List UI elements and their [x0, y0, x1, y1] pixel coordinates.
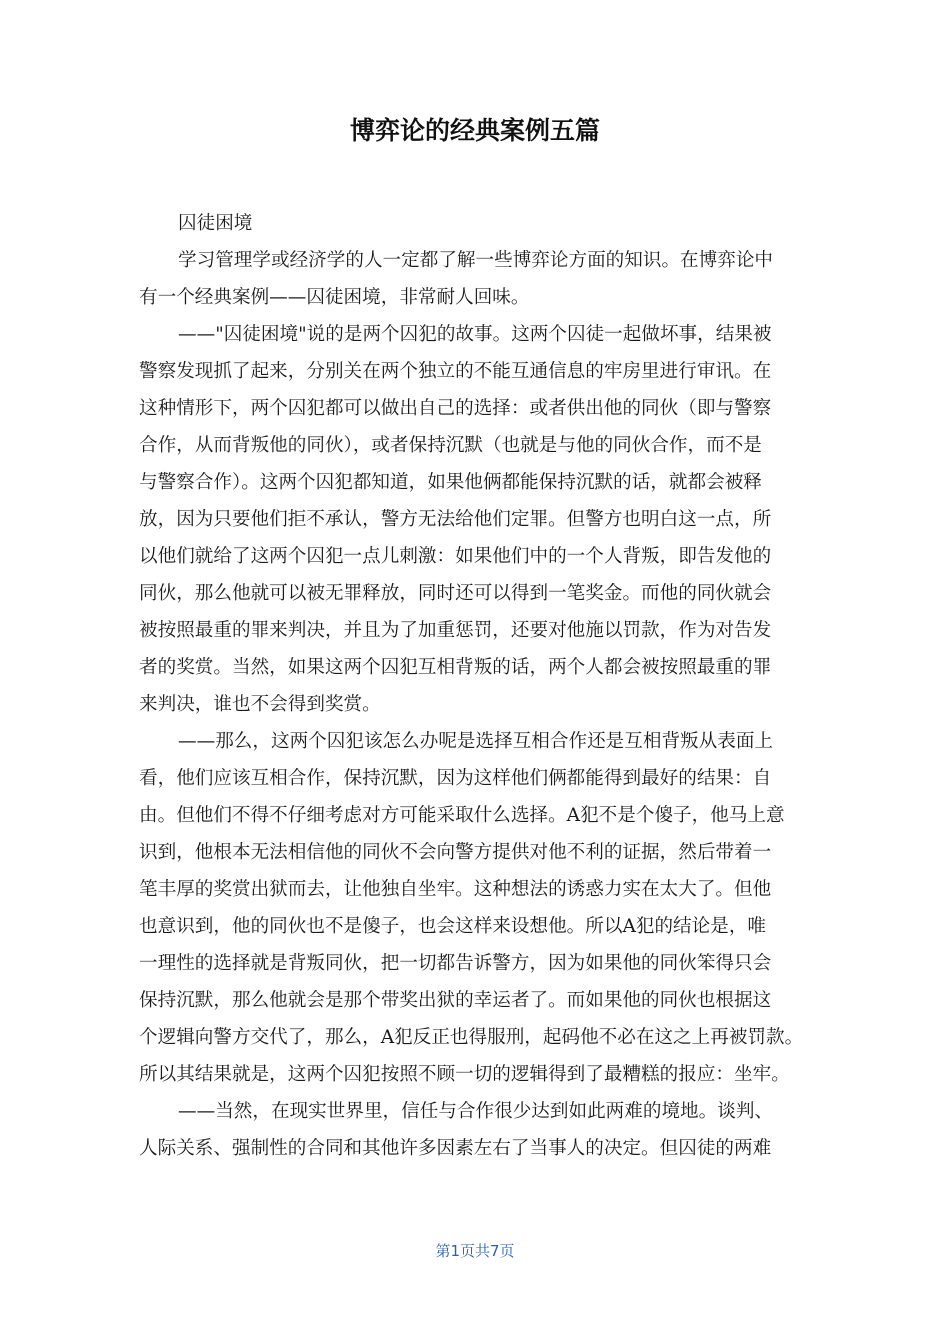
document-body	[139, 205, 819, 1167]
paragraph-line: 人际关系、强制性的合同和其他许多因素左右了当事人的决定。但囚徒的两难	[139, 1138, 772, 1159]
paragraph-line: 由。但他们不得不仔细考虑对方可能采取什么选择。A犯不是个傻子，他马上意	[139, 805, 785, 826]
paragraph-line: 这种情形下，两个囚犯都可以做出自己的选择：或者供出他的同伙（即与警察	[139, 398, 772, 419]
section-heading: 囚徒困境	[178, 213, 253, 234]
paragraph-line: 看，他们应该互相合作，保持沉默，因为这样他们俩都能得到最好的结果：自	[139, 768, 772, 789]
paragraph-line: 识到，他根本无法相信他的同伙不会向警方提供对他不利的证据，然后带着一	[139, 842, 772, 863]
paragraph-line: ——"囚徒困境"说的是两个囚犯的故事。这两个囚徒一起做坏事，结果被	[178, 324, 772, 345]
paragraph-line: 合作，从而背叛他的同伙），或者保持沉默（也就是与他的同伙合作，而不是	[139, 435, 762, 456]
paragraph-line: ——那么，这两个囚犯该怎么办呢是选择互相合作还是互相背叛从表面上	[178, 731, 774, 752]
paragraph-line: 个逻辑向警方交代了，那么，A犯反正也得服刑，起码他不必在这之上再被罚款。	[139, 1027, 804, 1048]
page-number-footer: 第1页共7页	[435, 1242, 515, 1260]
paragraph-line: 来判决，谁也不会得到奖赏。	[139, 694, 381, 715]
document-title: 博弈论的经典案例五篇	[349, 116, 600, 145]
paragraph-line: 一理性的选择就是背叛同伙，把一切都告诉警方，因为如果他的同伙笨得只会	[139, 953, 772, 974]
paragraph-line: 警察发现抓了起来，分别关在两个独立的不能互通信息的牢房里进行审讯。在	[139, 361, 772, 382]
paragraph-line: 同伙，那么他就可以被无罪释放，同时还可以得到一笔奖金。而他的同伙就会	[139, 583, 772, 604]
paragraph-line: 学习管理学或经济学的人一定都了解一些博弈论方面的知识。在博弈论中	[178, 250, 774, 271]
paragraph-line: 与警察合作）。这两个囚犯都知道，如果他俩都能保持沉默的话，就都会被释	[139, 472, 762, 493]
paragraph-line: 放，因为只要他们拒不承认，警方无法给他们定罪。但警方也明白这一点，所	[139, 509, 772, 530]
paragraph-line: 所以其结果就是，这两个囚犯按照不顾一切的逻辑得到了最糟糕的报应：坐牢。	[139, 1064, 790, 1085]
paragraph-line: 也意识到，他的同伙也不是傻子，也会这样来设想他。所以A犯的结论是，唯	[139, 916, 767, 937]
paragraph-line: 笔丰厚的奖赏出狱而去，让他独自坐牢。这种想法的诱惑力实在太大了。但他	[139, 879, 772, 900]
paragraph-line: 保持沉默，那么他就会是那个带奖出狱的幸运者了。而如果他的同伙也根据这	[139, 990, 772, 1011]
paragraph-line: 者的奖赏。当然，如果这两个囚犯互相背叛的话，两个人都会被按照最重的罪	[139, 657, 772, 678]
paragraph-line: 有一个经典案例——囚徒困境，非常耐人回味。	[139, 287, 530, 308]
paragraph-line: ——当然，在现实世界里，信任与合作很少达到如此两难的境地。谈判、	[178, 1101, 774, 1122]
paragraph-line: 以他们就给了这两个囚犯一点儿刺激：如果他们中的一个人背叛，即告发他的	[139, 546, 772, 567]
paragraph-line: 被按照最重的罪来判决，并且为了加重惩罚，还要对他施以罚款，作为对告发	[139, 620, 772, 641]
